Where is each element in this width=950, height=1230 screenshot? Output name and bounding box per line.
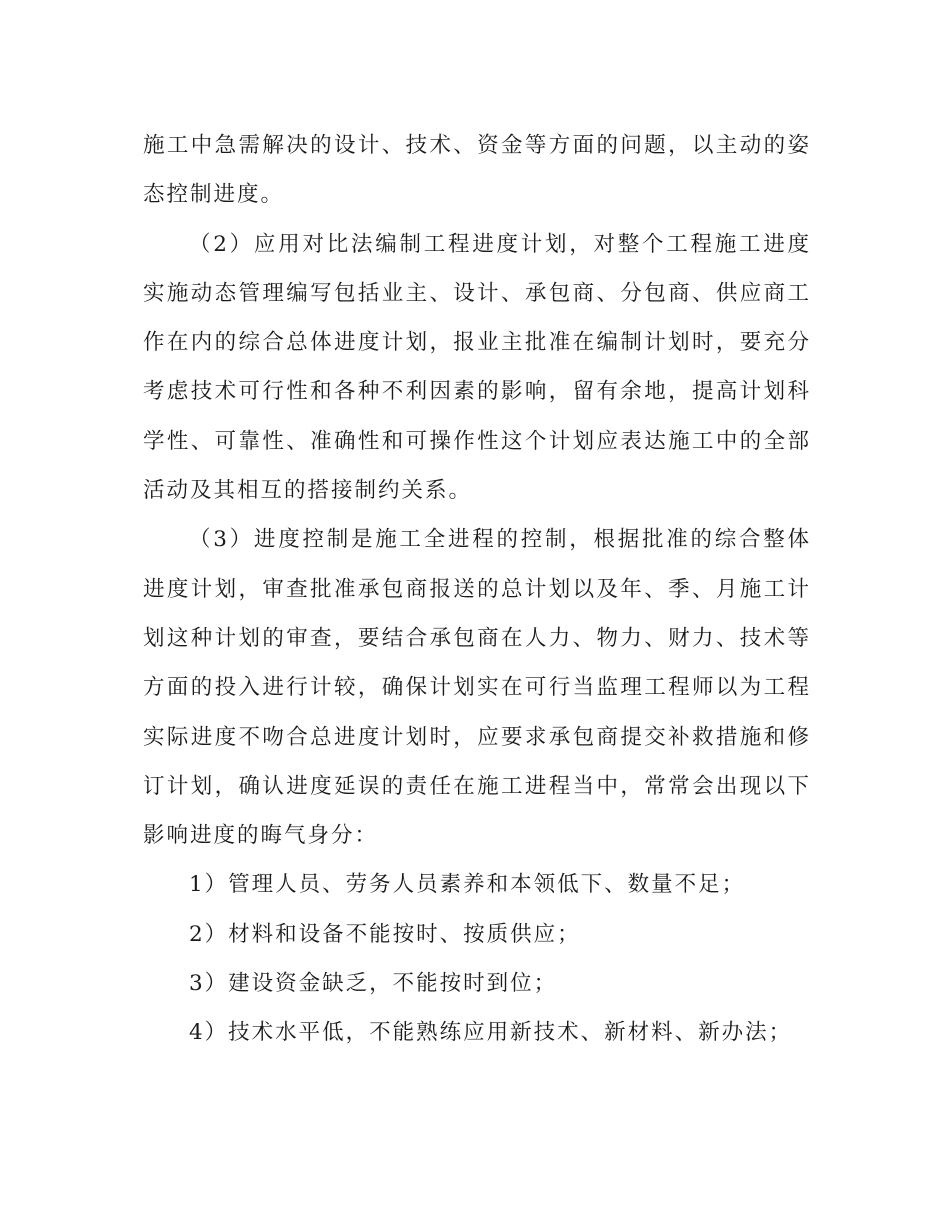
- paragraph-continuation: 施工中急需解决的设计、技术、资金等方面的问题，以主动的姿态控制进度。: [143, 133, 811, 208]
- paragraph-item-3: （3）进度控制是施工全进程的控制，根据批准的综合整体进度计划，审查批准承包商报送的总计划以及年、季、月施工计划这种计划的审查，要结合承包商在人力、物力、财力、技术等方面的投入进行计较，确保计划实在可行当监理工程师以为工程实际进度不吻合总进度计划时，应要求承包商提交补救措施和修订计划，确认进度延误的责任在施工进程当中，常常会出现以下影响进度的晦气身分：: [143, 527, 811, 849]
- document-body: [143, 121, 811, 1058]
- paragraph-item-2: （2）应用对比法编制工程进度计划，对整个工程施工进度实施动态管理编写包括业主、设计、承包商、分包商、供应商工作在内的综合总体进度计划，报业主批准在编制计划时，要充分考虑技术可行性和各种不利因素的影响，留有余地，提高计划科学性、可靠性、准确性和可操作性这个计划应表达施工中的全部活动及其相互的搭接制约关系。: [143, 231, 811, 504]
- list-item-1: 1）管理人员、劳务人员素养和本领低下、数量不足；: [189, 872, 746, 898]
- list-item-3: 3）建设资金缺乏，不能按时到位；: [189, 971, 558, 997]
- list-item-4: 4）技术水平低，不能熟练应用新技术、新材料、新办法；: [189, 1020, 793, 1046]
- list-item-2: 2）材料和设备不能按时、按质供应；: [189, 921, 581, 947]
